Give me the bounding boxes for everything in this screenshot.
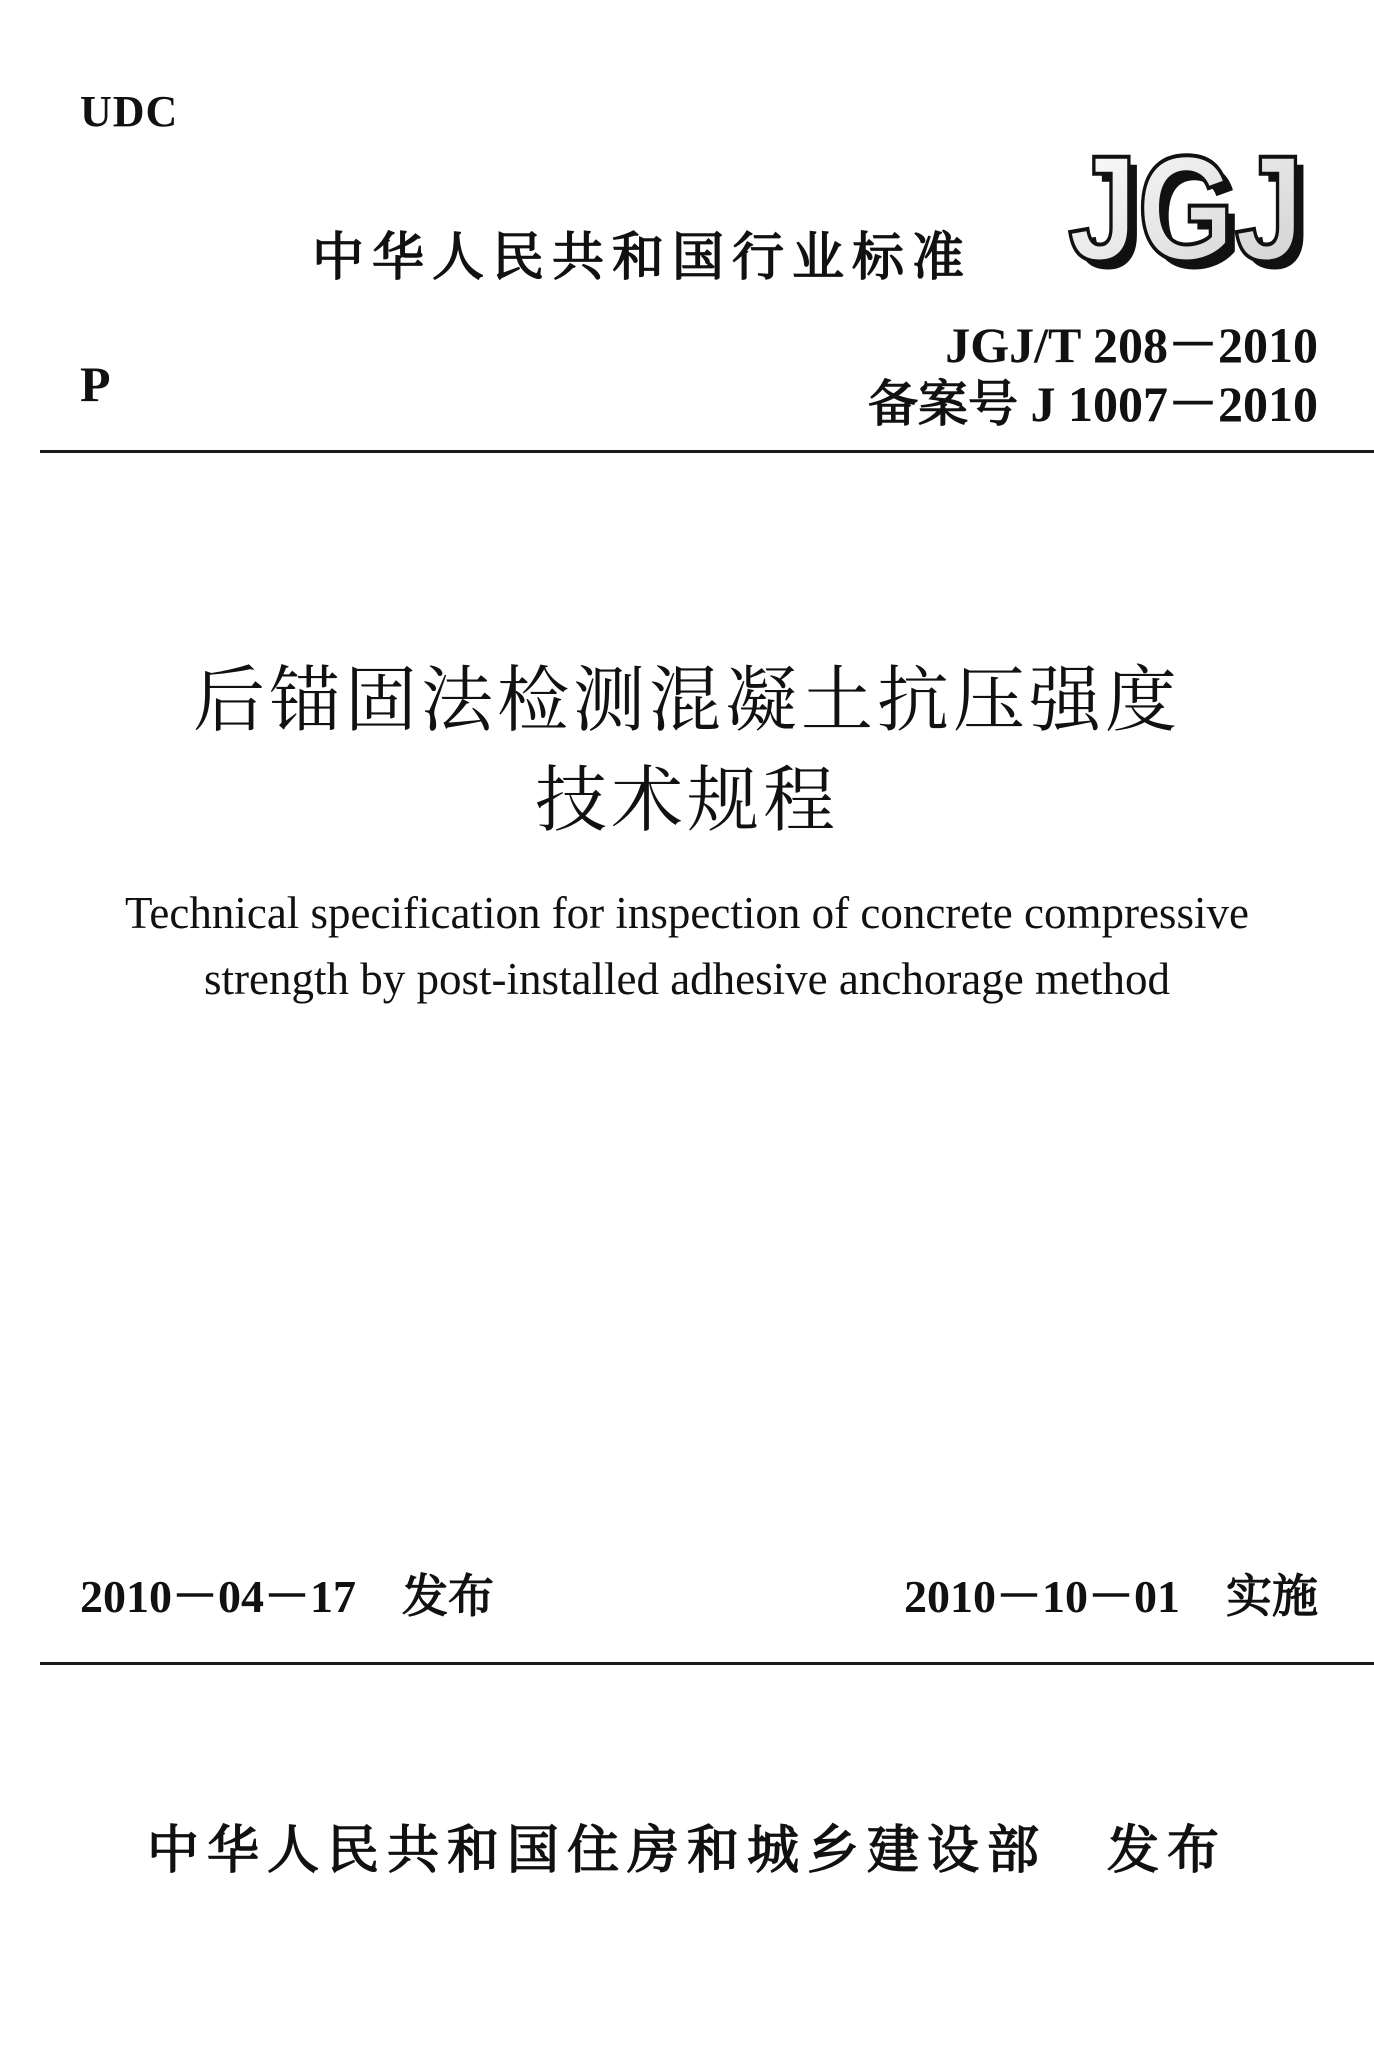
udc-label: UDC (80, 87, 179, 136)
category-code: P (80, 356, 111, 412)
publisher-action: 发布 (1107, 1821, 1228, 1881)
logo-face: JGJ (1068, 140, 1304, 275)
logo-shadow: JGJ (1076, 140, 1312, 275)
chinese-title-line1: 后锚固法检测混凝土抗压强度 (192, 658, 1181, 742)
publisher-name: 中华人民共和国住房和城乡建设部 (146, 1821, 1047, 1881)
bottom-divider (40, 1662, 1374, 1665)
jgj-logo (1066, 140, 1314, 275)
chinese-title (0, 650, 1374, 850)
record-number: 备案号 J 1007－2010 (868, 376, 1318, 432)
standard-number: JGJ/T 208－2010 (945, 317, 1318, 373)
standard-type: 中华人民共和国行业标准 (312, 228, 973, 288)
english-title-line2: strength by post-installed adhesive anchorage method (204, 954, 1170, 1004)
top-divider (40, 450, 1374, 453)
english-title (0, 880, 1374, 1012)
publisher (0, 1808, 1374, 1883)
english-title-line1: Technical specification for inspection of concrete compressive (125, 888, 1249, 938)
issue-date: 2010－04－17 发布 (80, 1571, 494, 1622)
implementation-date: 2010－10－01 实施 (904, 1571, 1318, 1622)
chinese-title-line2: 技术规程 (534, 758, 839, 842)
